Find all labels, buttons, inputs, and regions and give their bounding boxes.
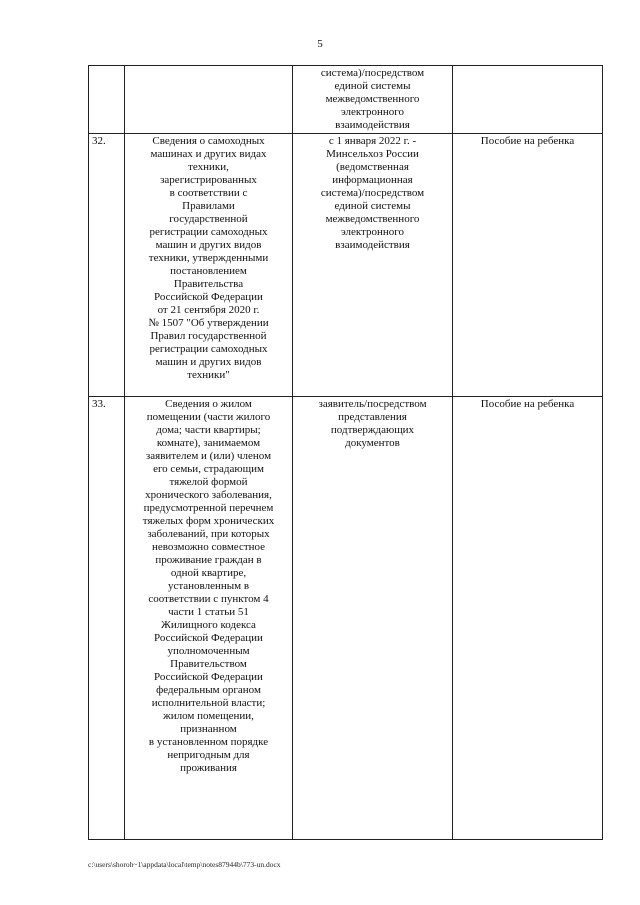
info-cell [125, 66, 293, 134]
source-text: система)/посредством единой системы межведомственного электронного взаимодействия [320, 67, 425, 131]
source-text: заявитель/посредством представления подтверждающих документов [318, 398, 427, 449]
row-number [89, 66, 125, 134]
row-number: 32. [89, 134, 125, 397]
benefit-cell [453, 134, 603, 397]
page-number: 5 [317, 38, 323, 50]
table-row [89, 134, 603, 397]
benefit-cell [453, 66, 603, 134]
benefit-text: Пособие на ребенка [480, 398, 575, 410]
source-text: с 1 января 2022 г. - Минсельхоз России (ведомственная информационная система)/посредством единой системы межведомственного электронного взаимодействия [320, 135, 425, 251]
source-cell [293, 66, 453, 134]
footer-file-path: c:\users\shoroh~1\appdata\local\temp\notes87944b\773-un.docx [88, 860, 281, 869]
table-row [89, 397, 603, 840]
benefit-cell [453, 397, 603, 840]
info-text: Сведения о самоходных машинах и других видах техники, зарегистрированных в соответствии с Правилами государственной регистрации самоходных машин и других видов техники, утвержденными постановлением Правительства Российской Федерации от 21 сентября 2020 г. № 1507 "Об утверждении Правил государственной регистрации самоходных машин и других видов техники" [148, 135, 269, 381]
source-cell [293, 397, 453, 840]
source-cell [293, 134, 453, 397]
table-row [89, 66, 603, 134]
info-cell [125, 134, 293, 397]
benefit-text: Пособие на ребенка [480, 135, 575, 147]
documents-table [88, 65, 603, 840]
row-number: 33. [89, 397, 125, 840]
info-cell [125, 397, 293, 840]
info-text: Сведения о жилом помещении (части жилого дома; части квартиры; комнате), занимаемом заявителем и (или) членом его семьи, страдающим тяжелой формой хронического заболевания, предусмотренной перечнем тяжелых форм хронических заболеваний, при которых невозможно совместное проживание граждан в одной квартире, установленным в соответствии с пунктом 4 части 1 статьи 51 Жилищного кодекса Российской Федерации уполномоченным Правительством Российской Федерации федеральным органом исполнительной власти; жилом помещении, признанном в установленном порядке непригодным для проживания [142, 398, 275, 774]
